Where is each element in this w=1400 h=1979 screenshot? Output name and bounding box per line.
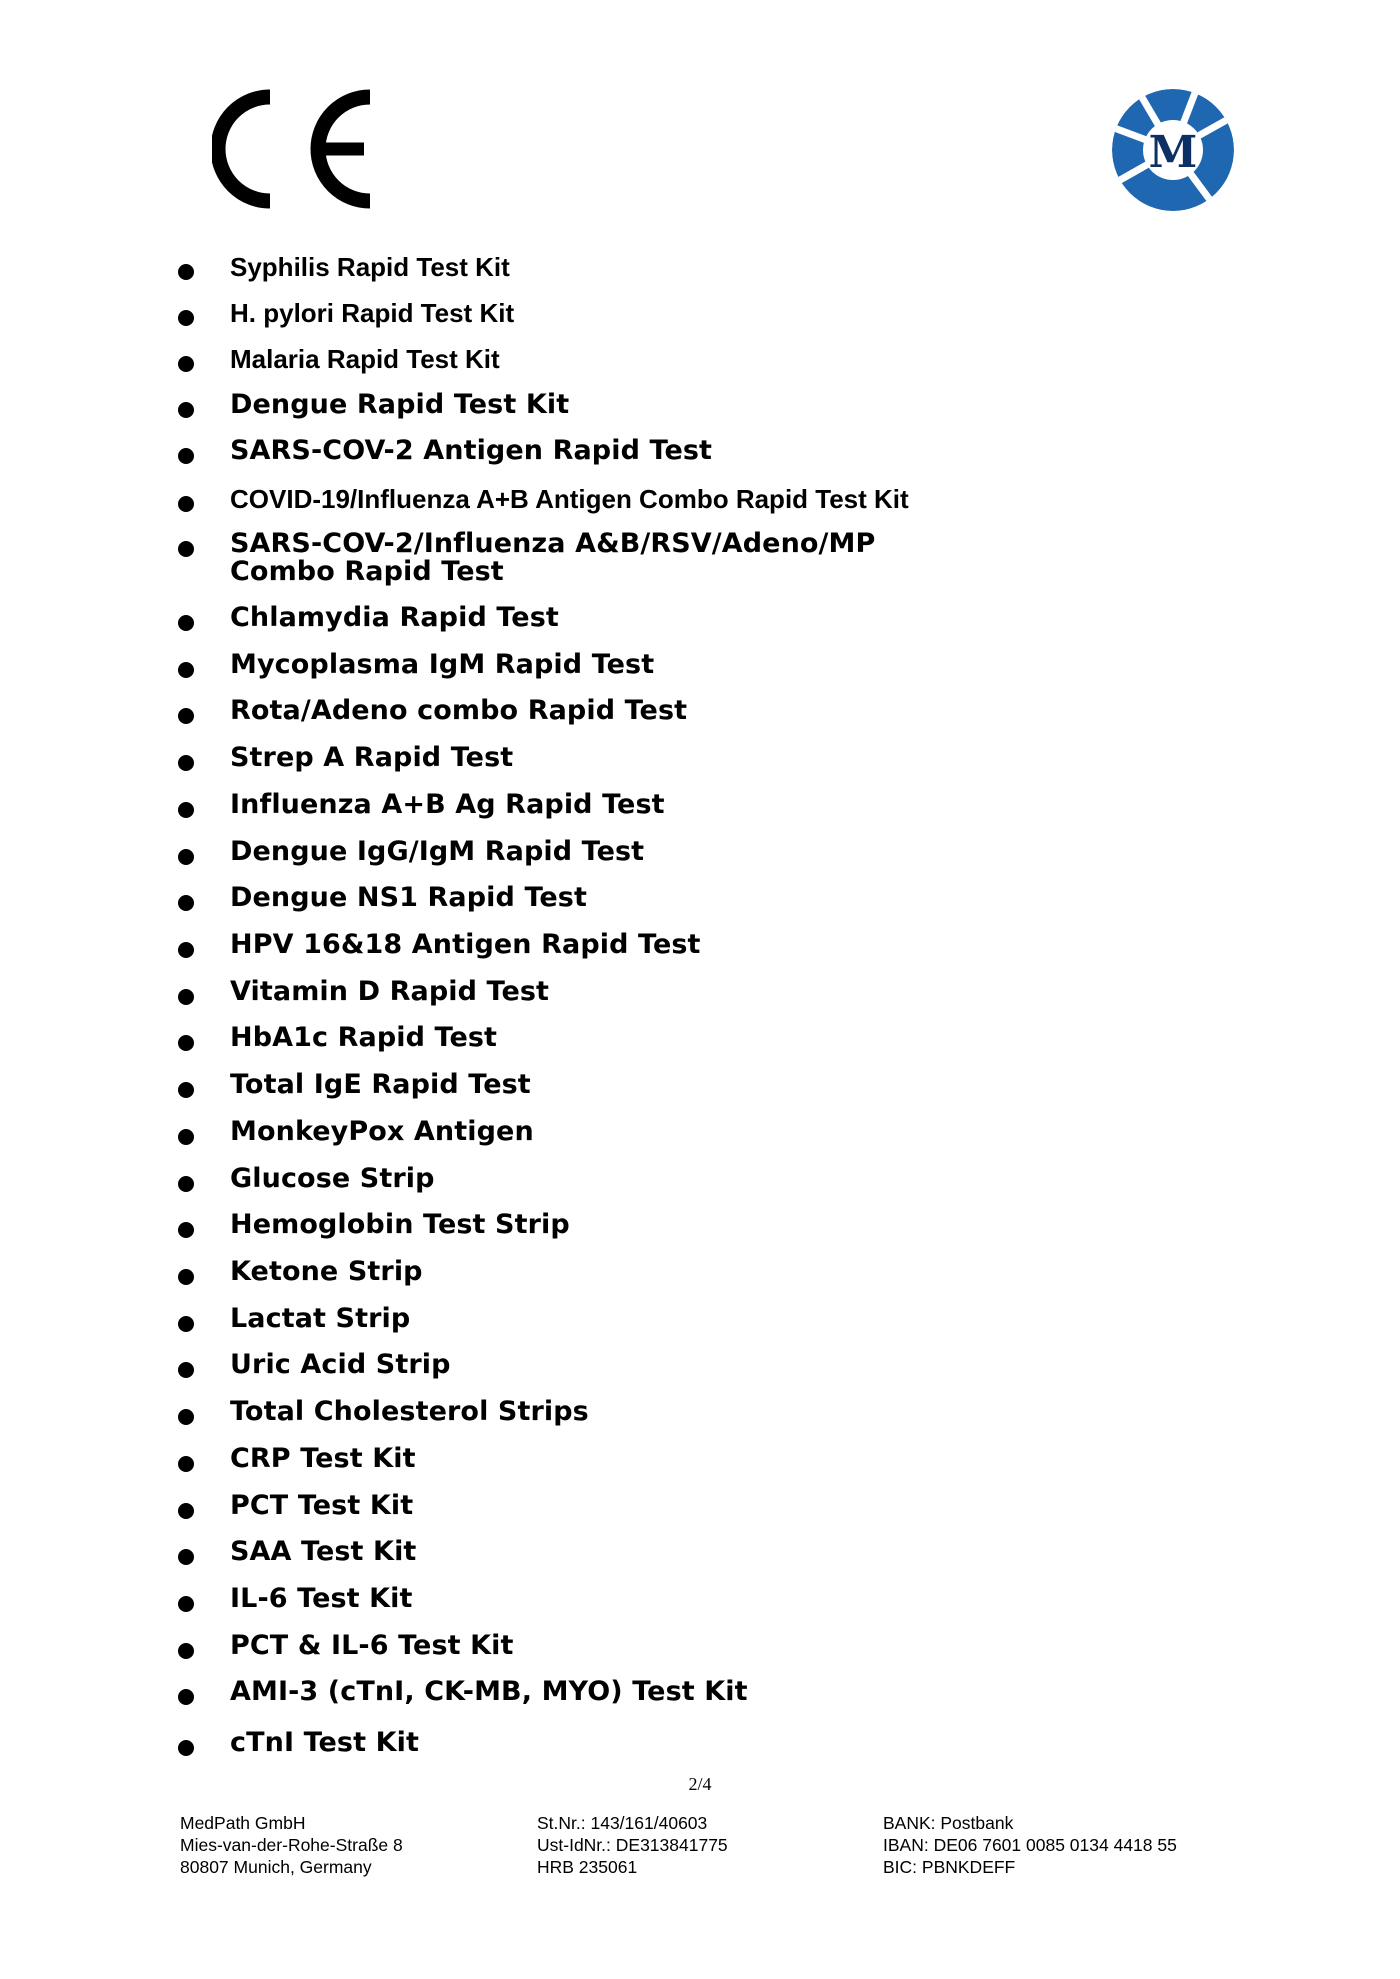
bullet-icon	[178, 1740, 194, 1756]
product-label: Lactat Strip	[230, 1303, 411, 1334]
product-label: SARS-COV-2 Antigen Rapid Test	[230, 435, 713, 466]
bullet-icon	[178, 1129, 194, 1145]
bullet-icon	[178, 1503, 194, 1519]
bullet-icon	[178, 1549, 194, 1565]
bullet-icon	[178, 1409, 194, 1425]
bullet-icon	[178, 942, 194, 958]
product-label: Glucose Strip	[230, 1163, 435, 1194]
bank-name: BANK: Postbank	[883, 1813, 1014, 1833]
bullet-icon	[178, 1176, 194, 1192]
product-label: Malaria Rapid Test Kit	[230, 344, 500, 374]
footer-bank	[883, 1812, 1177, 1878]
product-label: Ketone Strip	[230, 1256, 423, 1287]
company-city: 80807 Munich, Germany	[180, 1857, 372, 1877]
product-label: Influenza A+B Ag Rapid Test	[230, 789, 665, 820]
product-label: SAA Test Kit	[230, 1536, 417, 1567]
product-label: cTnI Test Kit	[230, 1727, 419, 1758]
product-label: IL-6 Test Kit	[230, 1583, 413, 1614]
product-label: Total IgE Rapid Test	[230, 1069, 531, 1100]
bullet-icon	[178, 1316, 194, 1332]
product-label: AMI-3 (cTnI, CK-MB, MYO) Test Kit	[230, 1676, 748, 1707]
product-label: PCT & IL-6 Test Kit	[230, 1630, 514, 1661]
product-label: Hemoglobin Test Strip	[230, 1209, 570, 1240]
product-label: H. pylori Rapid Test Kit	[230, 298, 515, 328]
company-street: Mies-van-der-Rohe-Straße 8	[180, 1835, 403, 1855]
product-label: Rota/Adeno combo Rapid Test	[230, 695, 688, 726]
product-label: PCT Test Kit	[230, 1490, 414, 1521]
bullet-icon	[178, 1269, 194, 1285]
product-label: Strep A Rapid Test	[230, 742, 514, 773]
product-label: HPV 16&18 Antigen Rapid Test	[230, 929, 701, 960]
bullet-icon	[178, 989, 194, 1005]
bullet-icon	[178, 1035, 194, 1051]
bullet-icon	[178, 1456, 194, 1472]
page-number: 2/4	[688, 1774, 712, 1794]
bullet-icon	[178, 496, 194, 512]
bullet-icon	[178, 615, 194, 631]
tax-number: St.Nr.: 143/161/40603	[537, 1813, 708, 1833]
product-label: Total Cholesterol Strips	[230, 1396, 589, 1427]
vat-id: Ust-IdNr.: DE313841775	[537, 1835, 728, 1855]
product-label: Chlamydia Rapid Test	[230, 602, 559, 633]
product-label: Dengue NS1 Rapid Test	[230, 882, 587, 913]
bullet-icon	[178, 1596, 194, 1612]
product-label: CRP Test Kit	[230, 1443, 416, 1474]
product-label: HbA1c Rapid Test	[230, 1022, 498, 1053]
bullet-icon	[178, 662, 194, 678]
footer-tax	[537, 1812, 728, 1878]
bullet-icon	[178, 1643, 194, 1659]
bullet-icon	[178, 1362, 194, 1378]
product-label: Syphilis Rapid Test Kit	[230, 252, 510, 282]
bullet-icon	[178, 448, 194, 464]
hrb-number: HRB 235061	[537, 1857, 638, 1877]
bullet-icon	[178, 755, 194, 771]
product-label: Dengue Rapid Test Kit	[230, 389, 570, 420]
product-label: Dengue IgG/IgM Rapid Test	[230, 836, 645, 867]
bullet-icon	[178, 802, 194, 818]
product-label: Mycoplasma IgM Rapid Test	[230, 649, 655, 680]
bullet-icon	[178, 849, 194, 865]
bullet-icon	[178, 264, 194, 280]
product-label: Vitamin D Rapid Test	[230, 976, 550, 1007]
bullet-icon	[178, 708, 194, 724]
logo-letter: M	[1148, 127, 1198, 178]
bullet-icon	[178, 1222, 194, 1238]
product-label: MonkeyPox Antigen	[230, 1116, 534, 1147]
product-label: COVID-19/Influenza A+B Antigen Combo Rapid Test Kit	[230, 484, 909, 514]
company-name: MedPath GmbH	[180, 1813, 306, 1833]
bank-iban: IBAN: DE06 7601 0085 0134 4418 55	[883, 1835, 1177, 1855]
bullet-icon	[178, 1082, 194, 1098]
bullet-icon	[178, 1689, 194, 1705]
product-label: Uric Acid Strip	[230, 1349, 451, 1380]
bullet-icon	[178, 541, 194, 557]
footer-company	[180, 1812, 403, 1878]
bullet-icon	[178, 895, 194, 911]
bullet-icon	[178, 402, 194, 418]
bullet-icon	[178, 310, 194, 326]
bullet-icon	[178, 356, 194, 372]
product-label: SARS-COV-2/Influenza A&B/RSV/Adeno/MP Combo Rapid Test	[230, 528, 876, 587]
bank-bic: BIC: PBNKDEFF	[883, 1857, 1016, 1877]
